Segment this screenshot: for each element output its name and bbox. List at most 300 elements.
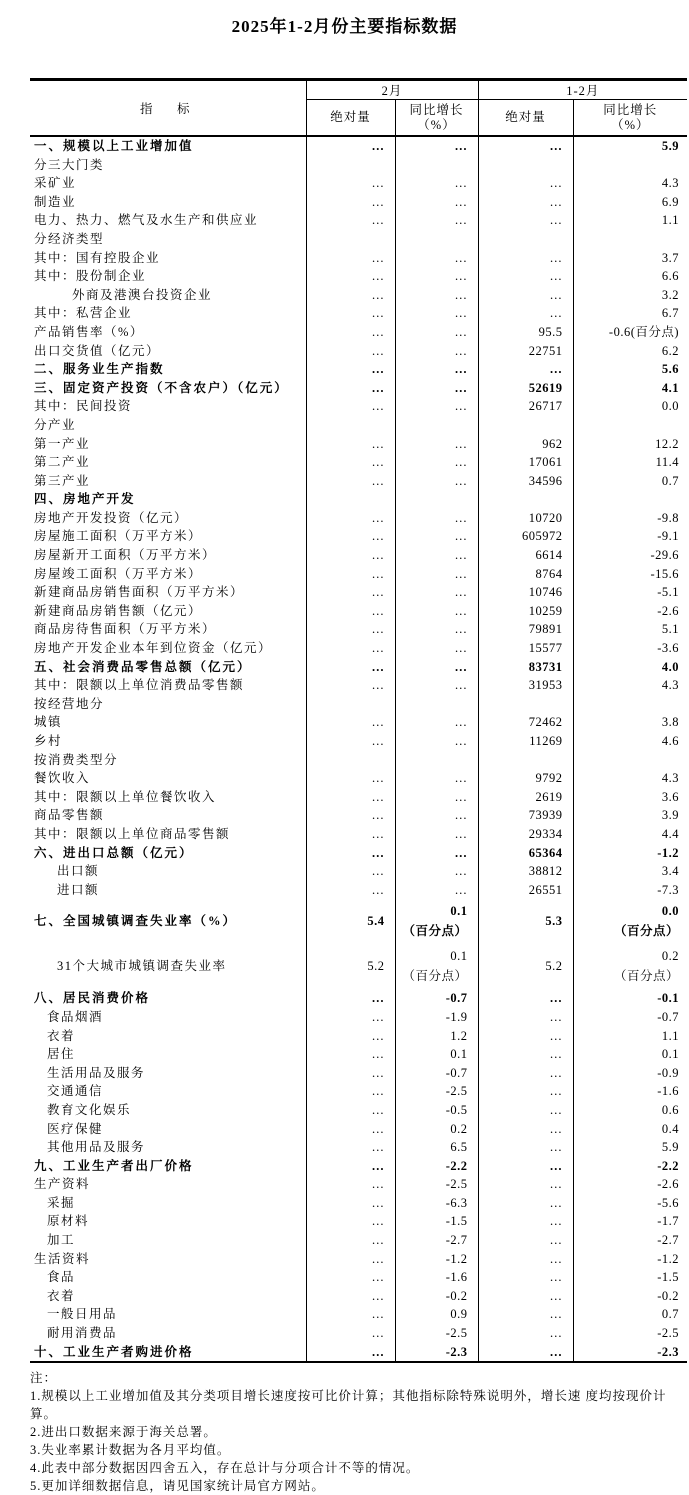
- page-title: 2025年1-2月份主要指标数据: [231, 17, 458, 36]
- feb-yoy-value: …: [395, 323, 478, 342]
- indicator-label: 采掘: [47, 1195, 76, 1210]
- feb-yoy-value: -2.3: [395, 1343, 478, 1363]
- cum-yoy-value: 1.1: [573, 211, 687, 230]
- table-header: [30, 80, 687, 137]
- cum-yoy-value: -3.6: [573, 639, 687, 658]
- col-header-feb-yoy-growth: 同比增长 （%）: [395, 100, 478, 137]
- cum-yoy-value: 12.2: [573, 435, 687, 454]
- cum-abs-value: 73939: [478, 806, 573, 825]
- col-header-indicator: 指 标: [30, 80, 306, 137]
- table-row: [30, 1324, 687, 1343]
- cum-abs-value: 38812: [478, 862, 573, 881]
- table-row: [30, 453, 687, 472]
- cum-yoy-value: 0.2 （百分点）: [573, 944, 687, 989]
- feb-yoy-value: …: [395, 565, 478, 584]
- feb-yoy-value: …: [395, 862, 478, 881]
- table-row: [30, 989, 687, 1008]
- cum-yoy-value: -0.2: [573, 1287, 687, 1306]
- cum-abs-value: …: [478, 1305, 573, 1324]
- table-row: [30, 1212, 687, 1231]
- table-row: [30, 304, 687, 323]
- feb-yoy-value: …: [395, 379, 478, 398]
- cum-abs-value: 5.2: [478, 944, 573, 989]
- indicator-label: 采矿业: [34, 176, 77, 191]
- indicator-label: 七、全国城镇调查失业率（%）: [34, 914, 238, 929]
- feb-abs-value: …: [306, 453, 395, 472]
- feb-yoy-value: …: [395, 360, 478, 379]
- indicator-label: 分三大门类: [34, 157, 105, 172]
- cum-yoy-value: 0.0: [573, 397, 687, 416]
- feb-abs-value: …: [306, 713, 395, 732]
- cum-abs-value: …: [478, 1082, 573, 1101]
- feb-abs-value: …: [306, 1138, 395, 1157]
- cum-abs-value: …: [478, 1212, 573, 1231]
- cum-yoy-value: 4.1: [573, 379, 687, 398]
- indicator-label: 房地产开发企业本年到位资金（亿元）: [34, 641, 273, 656]
- cum-yoy-value: 11.4: [573, 453, 687, 472]
- header-group-row: [30, 80, 687, 100]
- table-row: [30, 862, 687, 881]
- cum-abs-value: …: [478, 1064, 573, 1083]
- feb-yoy-value: [395, 230, 478, 249]
- table-row: [30, 881, 687, 900]
- feb-yoy-value: …: [395, 769, 478, 788]
- feb-abs-value: …: [306, 249, 395, 268]
- feb-abs-value: …: [306, 769, 395, 788]
- cum-abs-value: 83731: [478, 658, 573, 677]
- cum-abs-value: …: [478, 136, 573, 156]
- feb-abs-value: [306, 416, 395, 435]
- indicator-label: 房屋新开工面积（万平方米）: [34, 548, 217, 563]
- indicator-label: 食品: [47, 1270, 76, 1285]
- cum-abs-value: …: [478, 1268, 573, 1287]
- indicator-label: 其他用品及服务: [47, 1140, 146, 1155]
- cum-abs-value: 605972: [478, 527, 573, 546]
- feb-abs-value: …: [306, 788, 395, 807]
- indicator-label: 出口交货值（亿元）: [34, 343, 161, 358]
- table-row: [30, 156, 687, 175]
- indicator-label: 乡村: [34, 734, 63, 748]
- cum-abs-value: …: [478, 1287, 573, 1306]
- cum-abs-value: 65364: [478, 844, 573, 863]
- cum-yoy-value: 0.7: [573, 1305, 687, 1324]
- cum-abs-value: …: [478, 1008, 573, 1027]
- feb-abs-value: …: [306, 658, 395, 677]
- cum-yoy-value: 1.1: [573, 1027, 687, 1046]
- feb-yoy-value: …: [395, 342, 478, 361]
- cum-abs-value: 10720: [478, 509, 573, 528]
- feb-abs-value: …: [306, 620, 395, 639]
- feb-abs-value: …: [306, 1027, 395, 1046]
- table-row: [30, 342, 687, 361]
- cum-abs-value: …: [478, 360, 573, 379]
- feb-abs-value: …: [306, 1250, 395, 1269]
- cum-abs-value: 22751: [478, 342, 573, 361]
- feb-abs-value: …: [306, 1343, 395, 1363]
- feb-yoy-value: -2.2: [395, 1157, 478, 1176]
- feb-abs-value: …: [306, 509, 395, 528]
- cum-yoy-value: 6.7: [573, 304, 687, 323]
- cum-yoy-value: -2.5: [573, 1324, 687, 1343]
- feb-abs-value: [306, 695, 395, 714]
- footnote-line: 2.进出口数据来源于海关总署。: [30, 1425, 217, 1440]
- table-row: [30, 751, 687, 770]
- table-body: [30, 136, 687, 1362]
- cum-yoy-value: [573, 416, 687, 435]
- feb-abs-value: 5.2: [306, 944, 395, 989]
- indicator-label: 一般日用品: [47, 1307, 118, 1322]
- table-row: [30, 1157, 687, 1176]
- cum-yoy-value: -15.6: [573, 565, 687, 584]
- cum-abs-value: 962: [478, 435, 573, 454]
- cum-abs-value: [478, 751, 573, 770]
- indicator-label: 一、规模以上工业增加值: [34, 139, 194, 153]
- cum-yoy-value: 4.6: [573, 732, 687, 751]
- feb-abs-value: …: [306, 546, 395, 565]
- cum-yoy-value: -5.6: [573, 1194, 687, 1213]
- cum-abs-value: [478, 230, 573, 249]
- cum-yoy-value: [573, 490, 687, 509]
- feb-yoy-value: -2.5: [395, 1324, 478, 1343]
- indicator-label: 其中：限额以上单位餐饮收入: [34, 789, 217, 804]
- cum-yoy-value: 6.2: [573, 342, 687, 361]
- feb-yoy-value: …: [395, 788, 478, 807]
- table-row: [30, 583, 687, 602]
- indicator-label: 教育文化娱乐: [47, 1102, 132, 1117]
- feb-abs-value: …: [306, 881, 395, 900]
- indicator-label: 六、进出口总额（亿元）: [34, 845, 194, 860]
- indicator-label: 商品房待售面积（万平方米）: [34, 622, 217, 637]
- indicator-label: 出口额: [57, 864, 100, 879]
- feb-abs-value: …: [306, 806, 395, 825]
- feb-yoy-value: …: [395, 509, 478, 528]
- feb-yoy-value: …: [395, 602, 478, 621]
- feb-abs-value: …: [306, 1120, 395, 1139]
- indicator-label: 八、居民消费价格: [34, 991, 151, 1006]
- table-row: [30, 676, 687, 695]
- indicator-label: 餐饮收入: [34, 771, 91, 786]
- feb-abs-value: …: [306, 1231, 395, 1250]
- table-row: [30, 658, 687, 677]
- table-row: [30, 1120, 687, 1139]
- indicator-label: 外商及港澳台投资企业: [72, 287, 213, 302]
- table-row: [30, 230, 687, 249]
- cum-yoy-value: -2.3: [573, 1343, 687, 1363]
- indicator-label: 新建商品房销售面积（万平方米）: [34, 585, 245, 600]
- indicator-label: 商品零售额: [34, 808, 105, 823]
- table-row: [30, 899, 687, 944]
- report-page: [0, 12, 689, 1495]
- cum-yoy-value: 5.1: [573, 620, 687, 639]
- cum-abs-value: 10259: [478, 602, 573, 621]
- feb-yoy-value: -1.6: [395, 1268, 478, 1287]
- feb-abs-value: …: [306, 136, 395, 156]
- feb-yoy-value: -0.7: [395, 989, 478, 1008]
- indicator-label: 其中：民间投资: [34, 399, 133, 414]
- feb-abs-value: …: [306, 304, 395, 323]
- feb-yoy-value: …: [395, 136, 478, 156]
- cum-yoy-value: [573, 695, 687, 714]
- feb-yoy-value: 0.1 （百分点）: [395, 944, 478, 989]
- feb-yoy-value: 1.2: [395, 1027, 478, 1046]
- footnotes: [30, 1369, 672, 1495]
- indicator-label: 原材料: [47, 1214, 90, 1229]
- feb-yoy-value: …: [395, 806, 478, 825]
- cum-yoy-value: 3.9: [573, 806, 687, 825]
- table-row: [30, 323, 687, 342]
- cum-yoy-value: 0.4: [573, 1120, 687, 1139]
- feb-yoy-value: …: [395, 676, 478, 695]
- indicator-label: 生活用品及服务: [47, 1065, 146, 1080]
- table-row: [30, 844, 687, 863]
- feb-yoy-value: …: [395, 472, 478, 491]
- cum-abs-value: 31953: [478, 676, 573, 695]
- indicator-label: 交通通信: [47, 1084, 104, 1099]
- indicator-label: 加工: [47, 1233, 76, 1248]
- feb-abs-value: …: [306, 676, 395, 695]
- cum-abs-value: …: [478, 1138, 573, 1157]
- table-row: [30, 1268, 687, 1287]
- cum-yoy-value: -1.2: [573, 844, 687, 863]
- indicator-label: 耐用消费品: [47, 1326, 118, 1341]
- cum-yoy-value: 0.1: [573, 1045, 687, 1064]
- feb-yoy-value: 0.9: [395, 1305, 478, 1324]
- table-row: [30, 1175, 687, 1194]
- feb-yoy-value: …: [395, 527, 478, 546]
- cum-abs-value: [478, 490, 573, 509]
- cum-abs-value: 17061: [478, 453, 573, 472]
- cum-yoy-value: -5.1: [573, 583, 687, 602]
- cum-yoy-value: -1.7: [573, 1212, 687, 1231]
- feb-yoy-value: -2.5: [395, 1082, 478, 1101]
- table-row: [30, 944, 687, 989]
- cum-yoy-value: 5.9: [573, 136, 687, 156]
- feb-abs-value: …: [306, 1175, 395, 1194]
- table-row: [30, 509, 687, 528]
- cum-abs-value: 10746: [478, 583, 573, 602]
- table-row: [30, 620, 687, 639]
- table-row: [30, 1101, 687, 1120]
- feb-yoy-value: …: [395, 249, 478, 268]
- cum-abs-value: …: [478, 1250, 573, 1269]
- cum-abs-value: 15577: [478, 639, 573, 658]
- feb-abs-value: …: [306, 602, 395, 621]
- cum-abs-value: 26717: [478, 397, 573, 416]
- feb-abs-value: …: [306, 527, 395, 546]
- cum-yoy-value: -9.1: [573, 527, 687, 546]
- cum-yoy-value: 0.7: [573, 472, 687, 491]
- cum-abs-value: …: [478, 989, 573, 1008]
- cum-abs-value: 6614: [478, 546, 573, 565]
- cum-abs-value: 2619: [478, 788, 573, 807]
- indicator-label: 房地产开发投资（亿元）: [34, 510, 189, 525]
- indicator-label: 第一产业: [34, 436, 91, 451]
- feb-abs-value: …: [306, 1268, 395, 1287]
- table-row: [30, 249, 687, 268]
- feb-yoy-value: -0.5: [395, 1101, 478, 1120]
- feb-abs-value: …: [306, 583, 395, 602]
- cum-yoy-value: -7.3: [573, 881, 687, 900]
- cum-yoy-value: -1.5: [573, 1268, 687, 1287]
- cum-abs-value: …: [478, 267, 573, 286]
- feb-abs-value: …: [306, 174, 395, 193]
- feb-yoy-value: …: [395, 639, 478, 658]
- cum-yoy-value: -2.6: [573, 602, 687, 621]
- table-row: [30, 1250, 687, 1269]
- cum-abs-value: …: [478, 249, 573, 268]
- feb-yoy-value: …: [395, 620, 478, 639]
- feb-yoy-value: …: [395, 193, 478, 212]
- indicator-label: 房屋竣工面积（万平方米）: [34, 566, 203, 581]
- feb-abs-value: …: [306, 435, 395, 454]
- cum-yoy-value: 6.6: [573, 267, 687, 286]
- cum-abs-value: 79891: [478, 620, 573, 639]
- cum-abs-value: 11269: [478, 732, 573, 751]
- cum-yoy-value: -1.2: [573, 1250, 687, 1269]
- cum-abs-value: 8764: [478, 565, 573, 584]
- feb-yoy-value: 0.1 （百分点）: [395, 899, 478, 944]
- cum-abs-value: …: [478, 1324, 573, 1343]
- feb-yoy-value: [395, 751, 478, 770]
- indicator-label: 制造业: [34, 194, 77, 209]
- feb-yoy-value: …: [395, 732, 478, 751]
- feb-abs-value: …: [306, 342, 395, 361]
- feb-abs-value: …: [306, 360, 395, 379]
- table-row: [30, 267, 687, 286]
- cum-abs-value: …: [478, 174, 573, 193]
- feb-yoy-value: -0.2: [395, 1287, 478, 1306]
- cum-yoy-value: -0.7: [573, 1008, 687, 1027]
- feb-yoy-value: …: [395, 658, 478, 677]
- table-row: [30, 1194, 687, 1213]
- col-group-february: 2月: [306, 80, 478, 100]
- cum-yoy-value: -0.6(百分点): [573, 323, 687, 342]
- table-row: [30, 397, 687, 416]
- cum-abs-value: …: [478, 1157, 573, 1176]
- table-row: [30, 788, 687, 807]
- feb-abs-value: [306, 751, 395, 770]
- col-header-feb-absolute: 绝对量: [306, 100, 395, 137]
- indicator-label: 31个大城市城镇调查失业率: [57, 959, 227, 974]
- feb-abs-value: …: [306, 1101, 395, 1120]
- table-row: [30, 1343, 687, 1363]
- feb-yoy-value: …: [395, 211, 478, 230]
- feb-abs-value: …: [306, 1287, 395, 1306]
- col-group-jan-feb: 1-2月: [478, 80, 687, 100]
- table-row: [30, 1138, 687, 1157]
- cum-abs-value: [478, 156, 573, 175]
- table-row: [30, 174, 687, 193]
- cum-yoy-value: 6.9: [573, 193, 687, 212]
- indicator-label: 分产业: [34, 417, 77, 432]
- feb-yoy-value: [395, 156, 478, 175]
- indicator-label: 进口额: [57, 882, 100, 897]
- indicator-label: 生产资料: [34, 1177, 91, 1192]
- cum-abs-value: [478, 695, 573, 714]
- feb-abs-value: …: [306, 1305, 395, 1324]
- indicator-label: 其中：限额以上单位消费品零售额: [34, 678, 245, 693]
- cum-abs-value: …: [478, 286, 573, 305]
- cum-abs-value: …: [478, 1194, 573, 1213]
- feb-yoy-value: …: [395, 583, 478, 602]
- feb-yoy-value: …: [395, 286, 478, 305]
- feb-abs-value: …: [306, 267, 395, 286]
- cum-abs-value: …: [478, 211, 573, 230]
- feb-abs-value: …: [306, 844, 395, 863]
- cum-abs-value: …: [478, 1175, 573, 1194]
- feb-yoy-value: 6.5: [395, 1138, 478, 1157]
- indicator-label: 衣着: [47, 1028, 76, 1043]
- table-row: [30, 1231, 687, 1250]
- cum-yoy-value: 0.6: [573, 1101, 687, 1120]
- table-row: [30, 416, 687, 435]
- cum-abs-value: 34596: [478, 472, 573, 491]
- cum-yoy-value: -1.6: [573, 1082, 687, 1101]
- indicator-label: 新建商品房销售额（亿元）: [34, 603, 203, 618]
- feb-yoy-value: …: [395, 844, 478, 863]
- feb-yoy-value: 0.1: [395, 1045, 478, 1064]
- table-row: [30, 211, 687, 230]
- feb-abs-value: …: [306, 472, 395, 491]
- feb-yoy-value: …: [395, 825, 478, 844]
- indicators-table: [30, 78, 687, 1363]
- table-row: [30, 546, 687, 565]
- cum-yoy-value: 5.9: [573, 1138, 687, 1157]
- indicator-label: 分经济类型: [34, 231, 105, 246]
- indicator-label: 四、房地产开发: [34, 492, 136, 507]
- table-row: [30, 713, 687, 732]
- cum-yoy-value: 4.3: [573, 676, 687, 695]
- feb-yoy-value: -2.5: [395, 1175, 478, 1194]
- cum-abs-value: 72462: [478, 713, 573, 732]
- table-row: [30, 1008, 687, 1027]
- cum-abs-value: 29334: [478, 825, 573, 844]
- feb-abs-value: …: [306, 1045, 395, 1064]
- footnote-line: 1.规模以上工业增加值及其分类项目增长速度按可比价计算；其他指标除特殊说明外，增长速 度均按现价计算。: [30, 1389, 667, 1422]
- col-header-cum-yoy-growth: 同比增长 （%）: [573, 100, 687, 137]
- cum-yoy-value: 4.0: [573, 658, 687, 677]
- feb-yoy-value: …: [395, 713, 478, 732]
- feb-abs-value: …: [306, 1212, 395, 1231]
- indicator-label: 医疗保健: [47, 1121, 104, 1136]
- feb-abs-value: …: [306, 1064, 395, 1083]
- table-row: [30, 639, 687, 658]
- cum-abs-value: 95.5: [478, 323, 573, 342]
- feb-yoy-value: …: [395, 174, 478, 193]
- table-row: [30, 527, 687, 546]
- table-row: [30, 1305, 687, 1324]
- cum-abs-value: 5.3: [478, 899, 573, 944]
- cum-yoy-value: -0.1: [573, 989, 687, 1008]
- feb-abs-value: …: [306, 1324, 395, 1343]
- table-row: [30, 136, 687, 156]
- cum-yoy-value: -2.6: [573, 1175, 687, 1194]
- feb-abs-value: …: [306, 862, 395, 881]
- indicator-label: 衣着: [47, 1288, 76, 1303]
- footnote-line: 3.失业率累计数据为各月平均值。: [30, 1443, 231, 1458]
- cum-abs-value: [478, 416, 573, 435]
- feb-abs-value: …: [306, 1082, 395, 1101]
- indicator-label: 其中：国有控股企业: [34, 250, 161, 265]
- indicator-label: 城镇: [34, 715, 63, 730]
- indicator-label: 其中：限额以上单位商品零售额: [34, 826, 231, 841]
- table-row: [30, 732, 687, 751]
- cum-yoy-value: 3.8: [573, 713, 687, 732]
- indicator-label: 九、工业生产者出厂价格: [34, 1158, 194, 1173]
- feb-abs-value: …: [306, 1194, 395, 1213]
- feb-yoy-value: -0.7: [395, 1064, 478, 1083]
- indicator-label: 十、工业生产者购进价格: [34, 1344, 194, 1359]
